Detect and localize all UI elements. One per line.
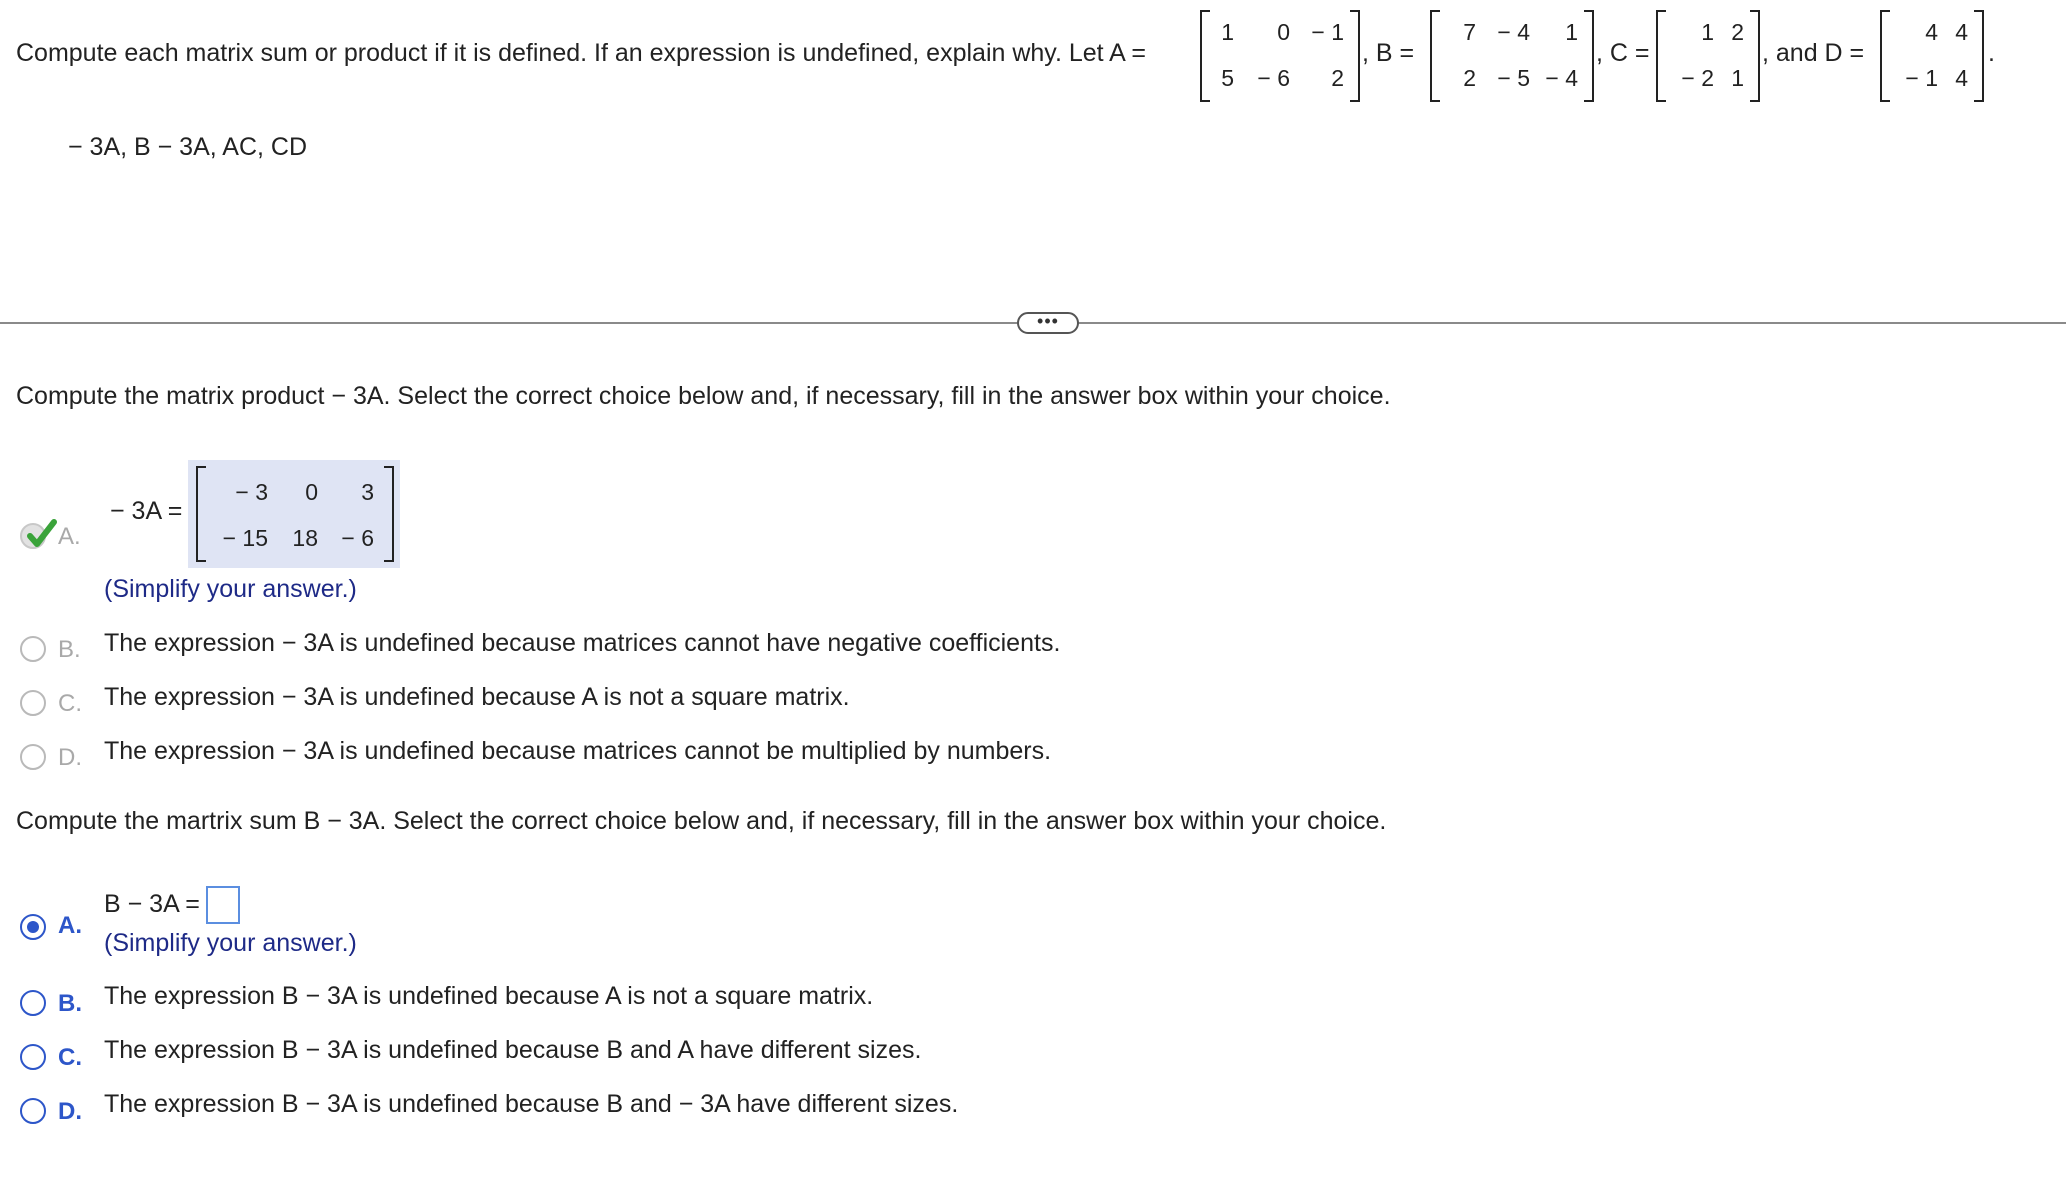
matrix-a-cell: 0 xyxy=(1277,19,1290,45)
part1-option-b-text: The expression − 3A is undefined because matrices cannot have negative coefficients. xyxy=(104,629,1061,657)
part2-option-d-text[interactable]: The expression B − 3A is undefined because B and − 3A have different sizes. xyxy=(104,1090,959,1118)
part1-option-c-letter: C. xyxy=(58,690,82,717)
matrix-d-cell: 4 xyxy=(1955,19,1968,45)
part2-option-b-letter[interactable]: B. xyxy=(58,990,82,1017)
matrix-d xyxy=(1880,10,1984,102)
answer-cell: − 3 xyxy=(235,479,268,505)
part2-option-a-letter[interactable]: A. xyxy=(58,912,82,939)
answer-cell: 3 xyxy=(361,479,374,505)
separator-b: , B = xyxy=(1362,39,1415,67)
part1-option-d-letter: D. xyxy=(58,744,82,771)
part2-option-c-text[interactable]: The expression B − 3A is undefined because B and A have different sizes. xyxy=(104,1036,922,1064)
part1-option-d-radio xyxy=(20,744,46,770)
part1-option-c-text: The expression − 3A is undefined because A is not a square matrix. xyxy=(104,683,850,711)
part2-option-d-radio[interactable] xyxy=(20,1098,46,1124)
matrix-a-cell: 1 xyxy=(1221,19,1234,45)
part2-option-b-radio[interactable] xyxy=(20,990,46,1016)
part2-answer-input[interactable] xyxy=(206,886,240,924)
part1-instruction: Compute the matrix product − 3A. Select the correct choice below and, if necessary, fill in the answer box within your choice. xyxy=(16,382,1391,410)
matrix-b-cell: − 4 xyxy=(1497,19,1530,45)
matrix-c-cell: 1 xyxy=(1701,19,1714,45)
part1-option-b-letter: B. xyxy=(58,636,81,663)
more-button[interactable]: ••• xyxy=(1017,312,1079,334)
matrix-a-cell: 2 xyxy=(1331,65,1344,91)
matrix-c-cell: − 2 xyxy=(1681,65,1714,91)
matrix-b-cell: − 5 xyxy=(1497,65,1530,91)
part1-answer-matrix xyxy=(196,466,394,562)
matrix-b xyxy=(1430,10,1594,102)
matrix-b-cell: 1 xyxy=(1565,19,1578,45)
part2-hint: (Simplify your answer.) xyxy=(104,929,357,957)
matrix-a-cell: 5 xyxy=(1221,65,1234,91)
answer-cell: − 6 xyxy=(341,525,374,551)
part1-option-c-radio xyxy=(20,690,46,716)
part2-option-c-letter[interactable]: C. xyxy=(58,1044,82,1071)
matrix-d-cell: 4 xyxy=(1925,19,1938,45)
matrix-d-cell: 4 xyxy=(1955,65,1968,91)
matrix-b-cell: − 4 xyxy=(1545,65,1578,91)
part2-answer-label: B − 3A = xyxy=(104,890,200,918)
question-end: . xyxy=(1988,39,1995,67)
part1-option-a-letter: A. xyxy=(58,523,81,550)
correct-check-icon xyxy=(18,518,58,552)
part2-option-c-radio[interactable] xyxy=(20,1044,46,1070)
part1-hint: (Simplify your answer.) xyxy=(104,575,357,603)
matrix-b-cell: 7 xyxy=(1463,19,1476,45)
matrix-a xyxy=(1200,10,1360,102)
matrix-a-cell: − 1 xyxy=(1311,19,1344,45)
answer-cell: 0 xyxy=(305,479,318,505)
separator-c: , C = xyxy=(1596,39,1650,67)
part2-option-a-radio[interactable] xyxy=(20,914,46,940)
expressions-list: − 3A, B − 3A, AC, CD xyxy=(68,133,308,161)
matrix-a-cell: − 6 xyxy=(1257,65,1290,91)
part1-option-b-radio xyxy=(20,636,46,662)
part1-option-d-text: The expression − 3A is undefined because matrices cannot be multiplied by numbers. xyxy=(104,737,1052,765)
part2-option-d-letter[interactable]: D. xyxy=(58,1098,82,1125)
matrix-b-cell: 2 xyxy=(1463,65,1476,91)
separator-d: , and D = xyxy=(1762,39,1865,67)
matrix-c-cell: 2 xyxy=(1731,19,1744,45)
part2-instruction: Compute the martrix sum B − 3A. Select the correct choice below and, if necessary, fill in the answer box within your choice. xyxy=(16,807,1387,835)
answer-cell: − 15 xyxy=(222,525,268,551)
matrix-d-cell: − 1 xyxy=(1905,65,1938,91)
part1-answer-label: − 3A = xyxy=(110,497,183,525)
answer-cell: 18 xyxy=(292,525,318,551)
matrix-c-cell: 1 xyxy=(1731,65,1744,91)
part2-option-b-text[interactable]: The expression B − 3A is undefined because A is not a square matrix. xyxy=(104,982,874,1010)
question-prompt: Compute each matrix sum or product if it is defined. If an expression is undefined, explain why. Let A = xyxy=(16,39,1147,67)
matrix-c xyxy=(1656,10,1760,102)
